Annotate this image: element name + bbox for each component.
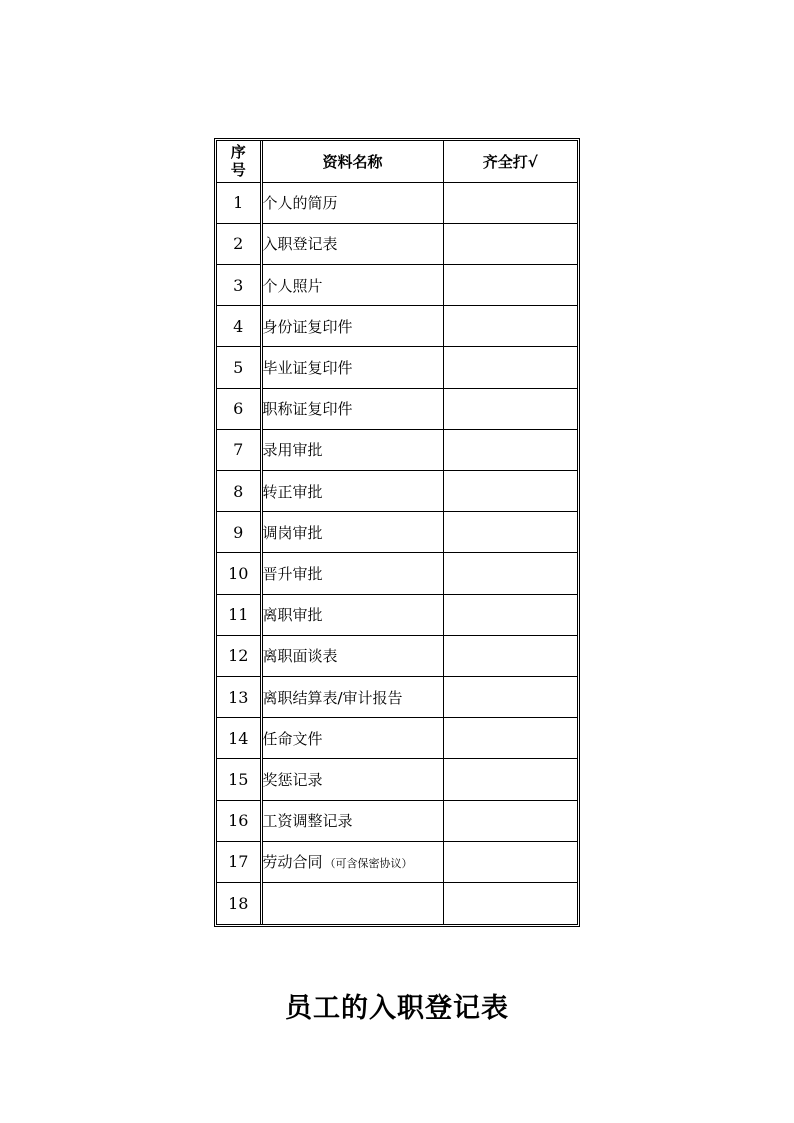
row-document-name-cell (261, 841, 443, 882)
row-document-name-cell (261, 594, 443, 635)
row-document-name: 晋升审批 (262, 564, 323, 583)
table-row (217, 388, 577, 429)
row-complete-check-cell[interactable] (443, 841, 577, 882)
row-document-name: 个人照片 (262, 276, 323, 295)
row-document-name: 工资调整记录 (262, 812, 353, 831)
row-serial-number: 13 (217, 676, 261, 717)
row-complete-check-cell[interactable] (443, 553, 577, 594)
row-serial-number: 17 (217, 841, 261, 882)
row-complete-check-cell[interactable] (443, 800, 577, 841)
row-complete-check-cell[interactable] (443, 512, 577, 553)
table-row (217, 635, 577, 676)
row-complete-check-cell[interactable] (443, 594, 577, 635)
row-document-name: 职称证复印件 (262, 400, 353, 419)
row-document-name-cell (261, 512, 443, 553)
row-document-name-cell (261, 759, 443, 800)
row-document-name: 离职面谈表 (262, 647, 338, 666)
row-document-name: 转正审批 (262, 482, 323, 501)
table-row (217, 718, 577, 759)
row-serial-number: 4 (217, 306, 261, 347)
row-serial-number: 18 (217, 882, 261, 923)
row-complete-check-cell[interactable] (443, 882, 577, 923)
row-complete-check-cell[interactable] (443, 676, 577, 717)
table-row (217, 182, 577, 223)
row-complete-check-cell[interactable] (443, 759, 577, 800)
row-document-name: 离职结算表/审计报告 (262, 688, 403, 707)
row-document-name-cell (261, 635, 443, 676)
table-row (217, 265, 577, 306)
header-serial-number (217, 141, 261, 182)
row-document-name: 劳动合同 (262, 853, 323, 872)
row-document-note: （可含保密协议） (324, 857, 413, 871)
row-document-name: 个人的简历 (262, 194, 338, 213)
row-complete-check-cell[interactable] (443, 718, 577, 759)
row-serial-number: 5 (217, 347, 261, 388)
row-complete-check-cell[interactable] (443, 182, 577, 223)
row-document-name-cell (261, 388, 443, 429)
header-serial-line2: 号 (230, 161, 246, 180)
row-serial-number: 1 (217, 182, 261, 223)
row-document-name: 离职审批 (262, 606, 323, 625)
table-row (217, 512, 577, 553)
checklist-table (217, 141, 577, 924)
row-complete-check-cell[interactable] (443, 635, 577, 676)
row-document-name: 毕业证复印件 (262, 359, 353, 378)
row-document-name-cell (261, 718, 443, 759)
row-complete-check-cell[interactable] (443, 471, 577, 512)
table-row (217, 429, 577, 470)
table-body (217, 182, 577, 923)
row-serial-number: 16 (217, 800, 261, 841)
row-document-name: 任命文件 (262, 729, 323, 748)
table-row (217, 841, 577, 882)
header-serial-line1: 序 (230, 143, 246, 162)
row-document-name: 奖惩记录 (262, 770, 323, 789)
row-document-name-cell (261, 347, 443, 388)
table-row (217, 347, 577, 388)
table-header-row (217, 141, 577, 182)
row-complete-check-cell[interactable] (443, 347, 577, 388)
table-row (217, 594, 577, 635)
row-complete-check-cell[interactable] (443, 265, 577, 306)
row-document-name: 调岗审批 (262, 523, 323, 542)
row-complete-check-cell[interactable] (443, 223, 577, 264)
row-document-name-cell (261, 182, 443, 223)
row-document-name-cell (261, 223, 443, 264)
header-complete-check: 齐全打√ (443, 141, 577, 182)
row-document-name-cell (261, 800, 443, 841)
table-row (217, 553, 577, 594)
row-document-name-cell (261, 676, 443, 717)
row-complete-check-cell[interactable] (443, 429, 577, 470)
row-document-name-cell (261, 265, 443, 306)
row-serial-number: 3 (217, 265, 261, 306)
table-row (217, 800, 577, 841)
row-document-name: 身份证复印件 (262, 317, 353, 336)
table-row (217, 471, 577, 512)
row-serial-number: 6 (217, 388, 261, 429)
document-checklist-table (214, 138, 580, 927)
row-complete-check-cell[interactable] (443, 306, 577, 347)
row-serial-number: 7 (217, 429, 261, 470)
row-serial-number: 10 (217, 553, 261, 594)
row-complete-check-cell[interactable] (443, 388, 577, 429)
row-serial-number: 11 (217, 594, 261, 635)
row-document-name-cell (261, 882, 443, 923)
table-row (217, 676, 577, 717)
row-serial-number: 15 (217, 759, 261, 800)
row-serial-number: 2 (217, 223, 261, 264)
row-serial-number: 14 (217, 718, 261, 759)
page-title: 员工的入职登记表 (285, 993, 509, 1024)
table-row (217, 223, 577, 264)
row-document-name-cell (261, 471, 443, 512)
table-row (217, 882, 577, 923)
row-document-name-cell (261, 306, 443, 347)
row-serial-number: 12 (217, 635, 261, 676)
table-row (217, 759, 577, 800)
row-serial-number: 9 (217, 512, 261, 553)
table-row (217, 306, 577, 347)
row-document-name: 入职登记表 (262, 235, 338, 254)
row-serial-number: 8 (217, 471, 261, 512)
row-document-name-cell (261, 553, 443, 594)
header-document-name: 资料名称 (261, 141, 443, 182)
row-document-name-cell (261, 429, 443, 470)
row-document-name: 录用审批 (262, 441, 323, 460)
